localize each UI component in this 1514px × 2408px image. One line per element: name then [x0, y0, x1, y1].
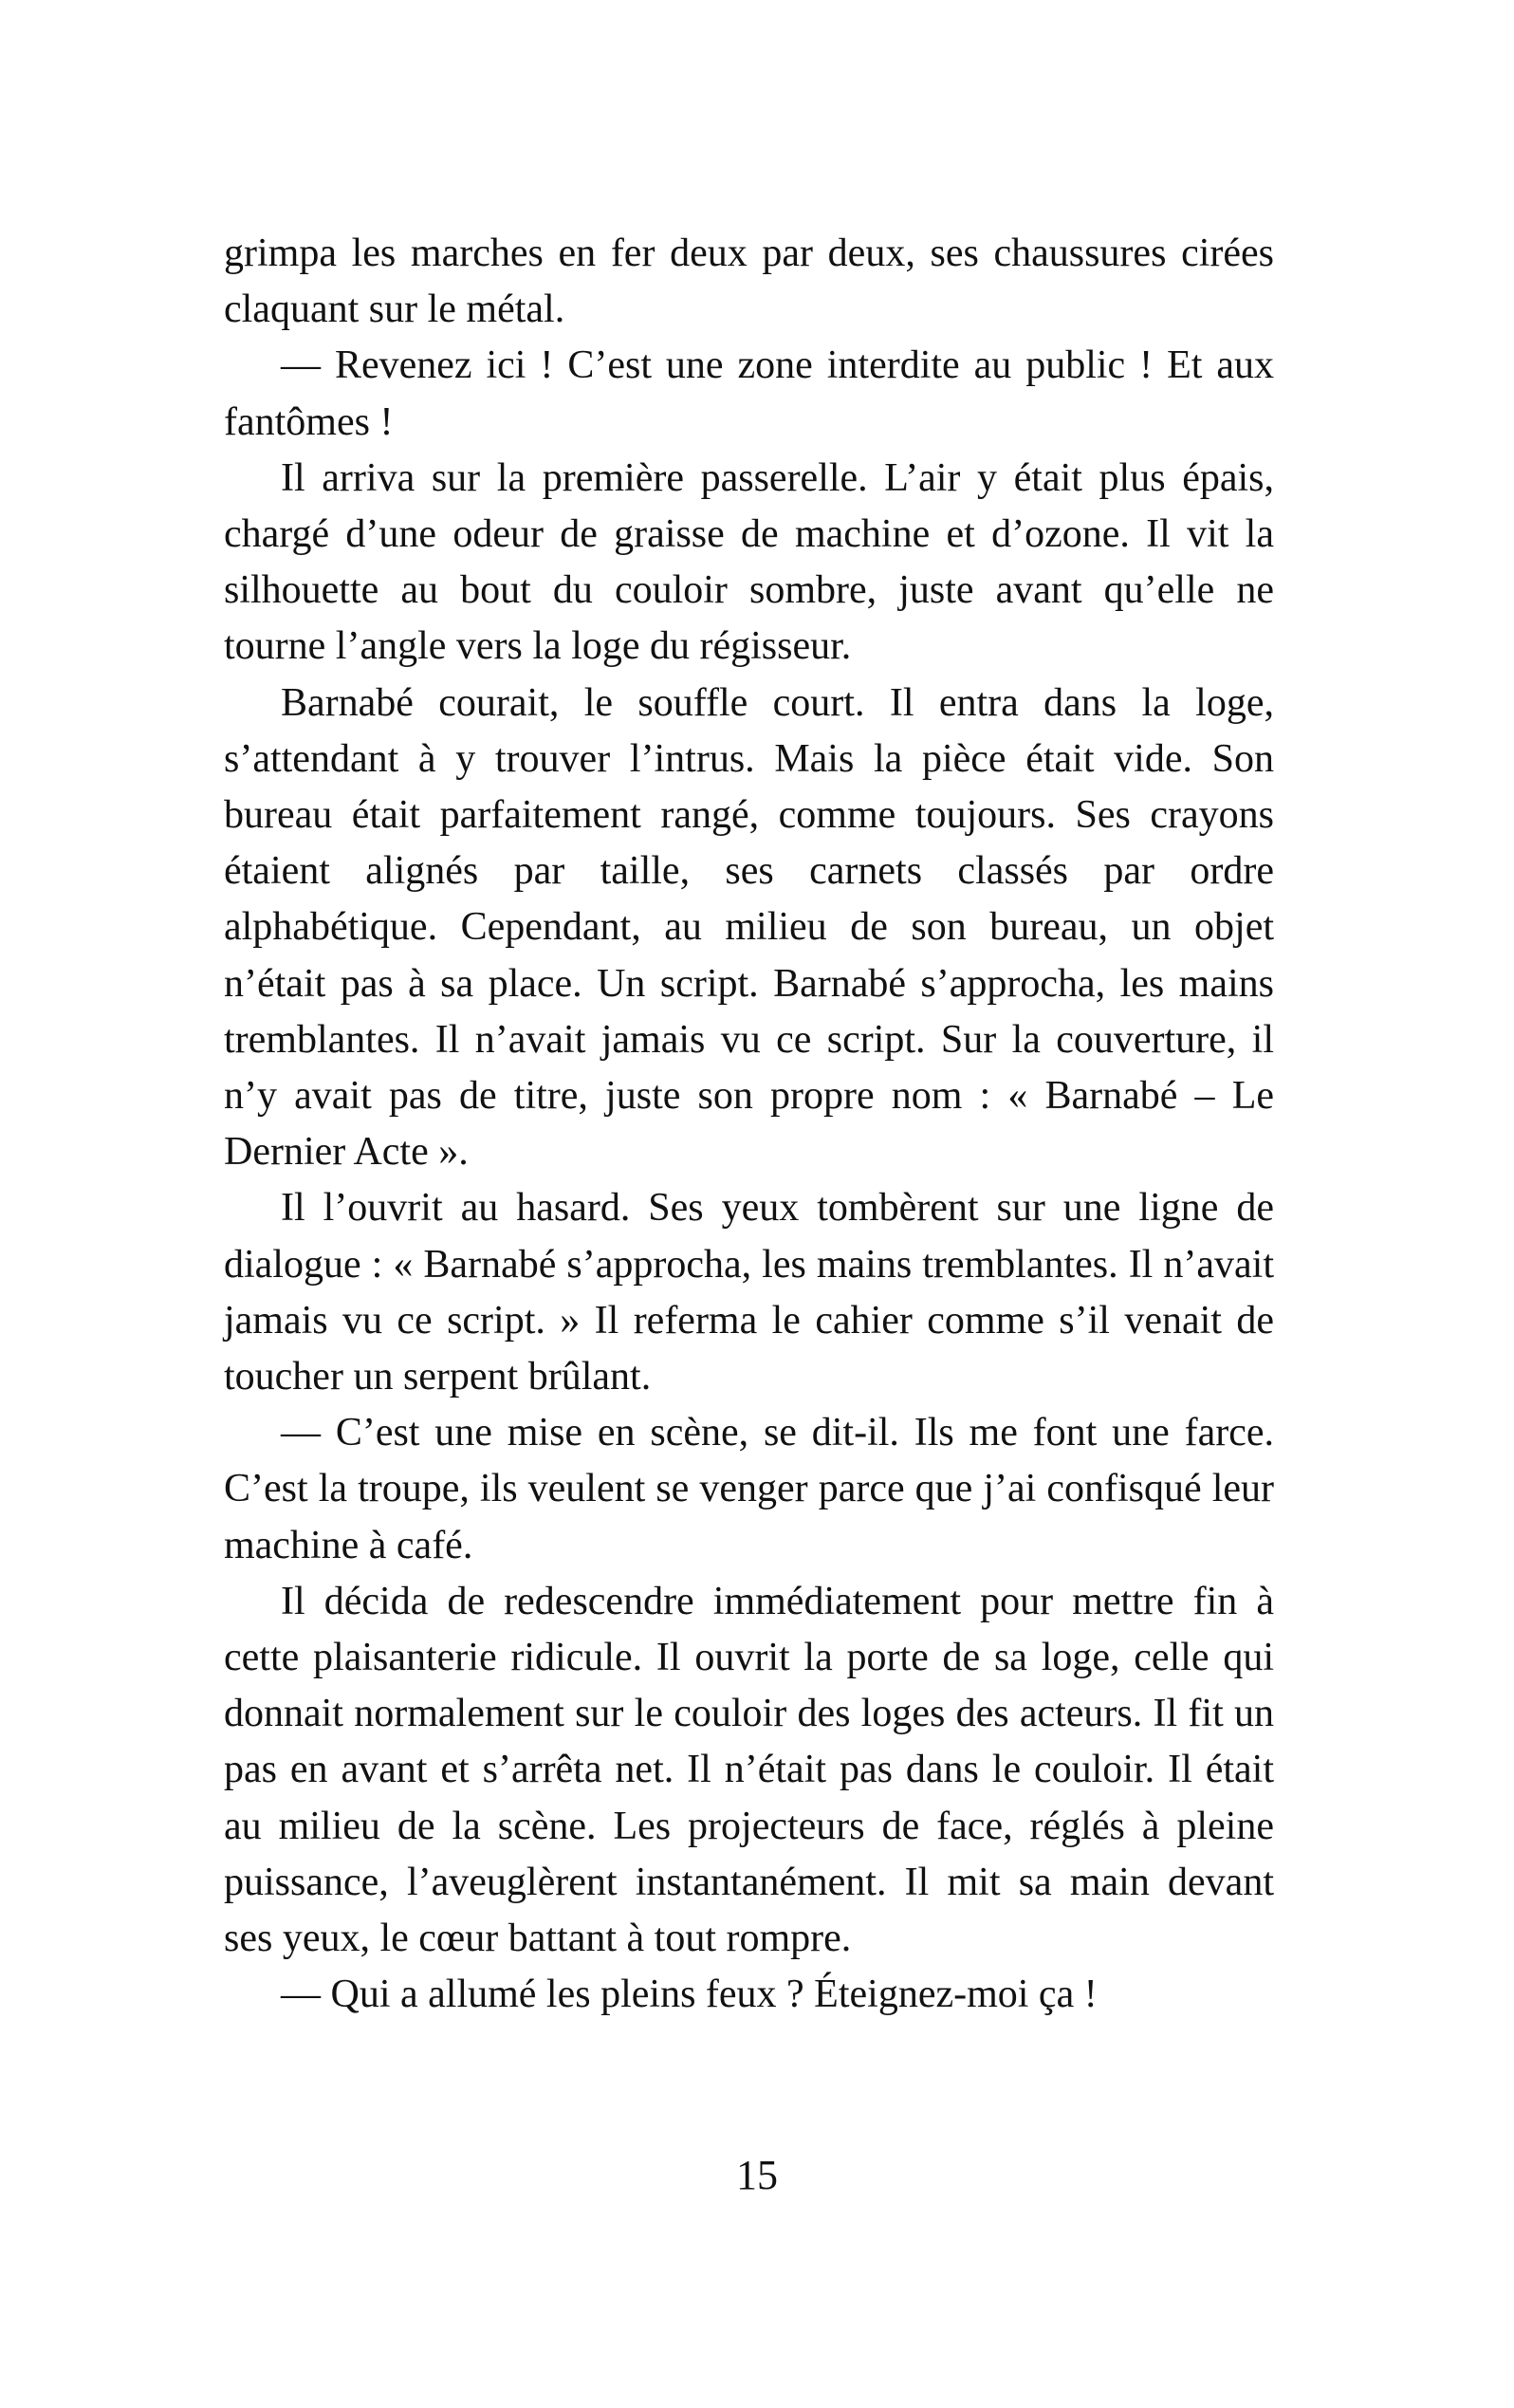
narrative-paragraph: Il l’ouvrit au hasard. Ses yeux tombèrent sur une ligne de dialogue : « Barnabé s’approcha, les mains tremblantes. Il n’avait jamais vu ce script. » Il referma le cahier comme s’il venait de toucher un serpent brûlant. — [224, 1186, 1274, 1399]
narrative-paragraph: Il arriva sur la première passerelle. L’air y était plus épais, chargé d’une odeur de graisse de machine et d’ozone. Il vit la silhouette au bout du couloir sombre, juste avant qu’elle ne tourne l’angle vers la loge du régisseur. — [224, 455, 1274, 669]
paragraph-continuation: grimpa les marches en fer deux par deux, ses chaussures cirées claquant sur le métal. — [224, 232, 1274, 332]
dialogue-paragraph: — Qui a allumé les pleins feux ? Éteignez-moi ça ! — [281, 1973, 1098, 2017]
dialogue-paragraph: — C’est une mise en scène, se dit-il. Ils me font une farce. C’est la troupe, ils veulent se venger parce que j’ai confisqué leur machine à café. — [224, 1411, 1274, 1567]
narrative-paragraph: Barnabé courait, le souffle court. Il entra dans la loge, s’attendant à y trouver l’intrus. Mais la pièce était vide. Son bureau était parfaitement rangé, comme toujours. Ses crayons étaient alignés par taille, ses carnets classés par ordre alphabétique. Cependant, au milieu de son bureau, un objet n’était pas à sa place. Un script. Barnabé s’approcha, les mains tremblantes. Il n’avait jamais vu ce script. Sur la couverture, il n’y avait pas de titre, juste son propre nom : « Barnabé – Le Dernier Acte ». — [224, 680, 1274, 1175]
dialogue-paragraph: — Revenez ici ! C’est une zone interdite au public ! Et aux fantômes ! — [224, 343, 1274, 444]
page-number: 15 — [736, 2152, 778, 2198]
body-text — [224, 226, 1274, 2024]
narrative-paragraph: Il décida de redescendre immédiatement pour mettre fin à cette plaisanterie ridicule. Il ouvrit la porte de sa loge, celle qui donnait normalement sur le couloir des loges des acteurs. Il fit un pas en avant et s’arrêta net. Il n’était pas dans le couloir. Il était au milieu de la scène. Les projecteurs de face, réglés à pleine puissance, l’aveuglèrent instantanément. Il mit sa main devant ses yeux, le cœur battant à tout rompre. — [224, 1579, 1274, 1961]
